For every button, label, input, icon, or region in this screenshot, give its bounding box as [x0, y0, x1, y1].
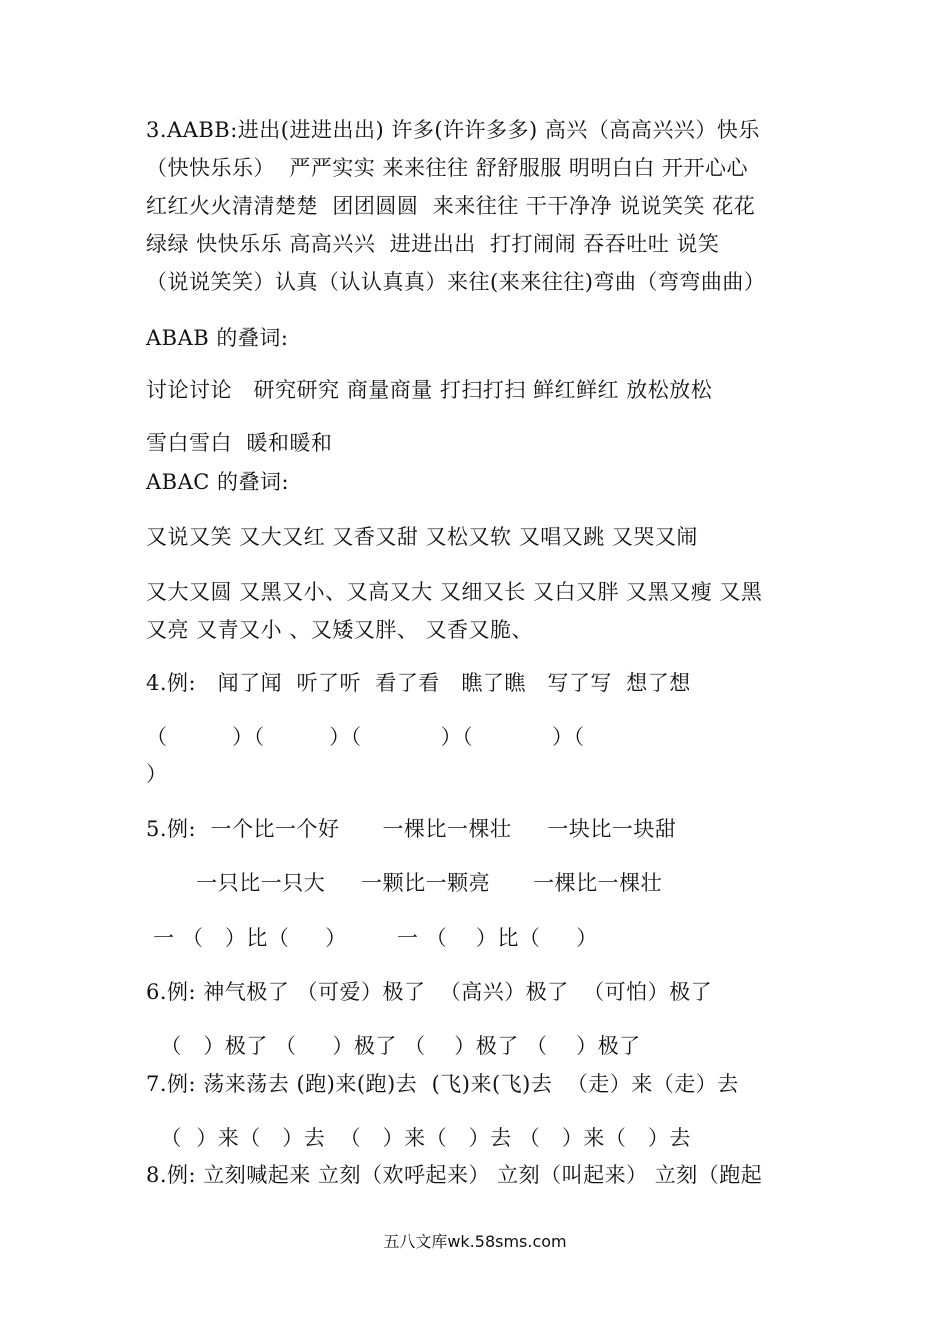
text-line: 雪白雪白 暖和暖和	[146, 431, 333, 455]
footer-watermark: 五八文库wk.58sms.com	[383, 1232, 567, 1251]
text-line: 绿绿 快快乐乐 高高兴兴 进进出出 打打闹闹 吞吞吐吐 说笑	[146, 232, 720, 256]
section-heading: ABAC 的叠词:	[146, 470, 290, 494]
text-line: （ ）来（ ）去 （ ）来（ ）去 （ ）来（ ）去	[146, 1126, 691, 1150]
text-line: 一 （ ）比（ ） 一 （ ）比（ ）	[146, 926, 598, 950]
text-line: （ ）（ ）（ ）（ ）（	[146, 725, 585, 749]
text-line: （ ）极了 （ ）极了 （ ）极了 （ ）极了	[146, 1034, 641, 1058]
text-line: 又说又笑 又大又红 又香又甜 又松又软 又唱又跳 又哭又闹	[146, 525, 698, 549]
text-line: 5.例: 一个比一个好 一棵比一棵壮 一块比一块甜	[146, 817, 677, 841]
text-line: 6.例: 神气极了 （可爱）极了 （高兴）极了 （可怕）极了	[146, 980, 713, 1004]
text-line: 3.AABB:进出(进进出出) 许多(许许多多) 高兴（高高兴兴）快乐	[146, 118, 760, 142]
text-line: （说说笑笑）认真（认认真真）来往(来来往往)弯曲（弯弯曲曲）	[146, 270, 766, 294]
section-heading: ABAB 的叠词:	[146, 326, 289, 350]
text-line: 4.例: 闻了闻 听了听 看了看 瞧了瞧 写了写 想了想	[146, 671, 691, 695]
text-line: 8.例: 立刻喊起来 立刻（欢呼起来） 立刻（叫起来） 立刻（跑起	[146, 1163, 763, 1187]
text-line: 又亮 又青又小 、又矮又胖、 又香又脆、	[146, 618, 534, 642]
text-line: 讨论讨论 研究研究 商量商量 打扫打扫 鲜红鲜红 放松放松	[146, 378, 713, 402]
text-line: 红红火火清清楚楚 团团圆圆 来来往往 干干净净 说说笑笑 花花	[146, 194, 756, 218]
text-line: 一只比一只大 一颗比一颗亮 一棵比一棵壮	[146, 871, 663, 895]
text-line: （快快乐乐） 严严实实 来来往往 舒舒服服 明明白白 开开心心	[146, 156, 749, 180]
text-line: ）	[146, 762, 168, 786]
text-line: 7.例: 荡来荡去 (跑)来(跑)去 (飞)来(飞)去 （走）来（走）去	[146, 1072, 739, 1096]
text-line: 又大又圆 又黑又小、又高又大 又细又长 又白又胖 又黑又瘦 又黑	[146, 580, 763, 604]
